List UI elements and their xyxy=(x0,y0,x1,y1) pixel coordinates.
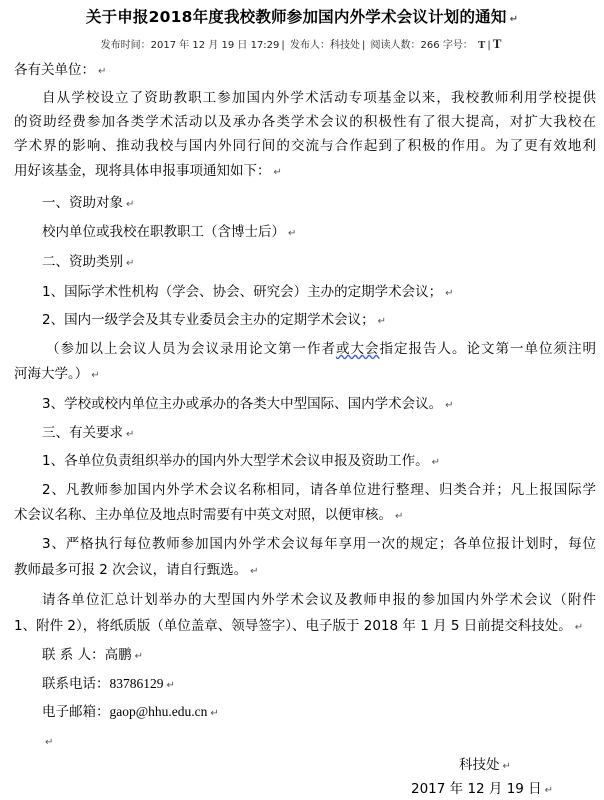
paragraph-mark: ↵ xyxy=(509,14,519,25)
contact-name: 高鹏 xyxy=(104,647,132,663)
contact-person: 联 系 人：高鹏 ↵ xyxy=(42,647,143,663)
section-2-item-2: 2、国内一级学会及其专业委员会主办的定期学术会议； ↵ xyxy=(42,312,386,328)
email-label: 电子邮箱： xyxy=(42,704,110,720)
publisher: 发布人：科技处 xyxy=(289,40,360,51)
intro-line-4: 用好该基金，现将具体申报事项通知如下： ↵ xyxy=(14,163,282,179)
section-3-title: 三、有关要求 ↵ xyxy=(42,425,135,441)
empty-paragraph: ↵ xyxy=(45,737,54,748)
section-2-item-3: 3、学校或校内单位主办或承办的各类大中型国际、国内学术会议。 ↵ xyxy=(42,396,454,412)
salutation: 各有关单位： ↵ xyxy=(14,62,107,78)
contact-label: 联 系 人： xyxy=(42,647,105,663)
section-2-note-line-1: （参加以上会议人员为会议录用论文第一作者或大会指定报告人。论文第一单位须注明 xyxy=(46,341,596,357)
section-3-item-3-line-2: 教师最多可报 2 次会议，请自行甄选。 ↵ xyxy=(14,562,259,578)
contact-email: 电子邮箱：gaop@hhu.edu.cn ↵ xyxy=(42,704,219,720)
signer: 科技处 ↵ xyxy=(459,757,511,773)
section-3-item-3-line-1: 3、严格执行每位教师参加国内外学术会议每年享用一次的规定；各单位报计划时，每位 xyxy=(42,536,596,552)
section-2-note-line-2: 河海大学。） ↵ xyxy=(14,366,100,382)
font-size-large-button[interactable]: T xyxy=(492,36,502,51)
view-count: 阅读人数：266 xyxy=(370,40,440,51)
title-text: 关于申报2018年度我校教师参加国内外学术会议计划的通知 xyxy=(85,8,507,26)
publish-time: 发布时间：2017 年 12 月 19 日 17:29 xyxy=(100,40,280,51)
font-size-small-button[interactable]: T xyxy=(478,39,486,51)
email-address: gaop@hhu.edu.cn xyxy=(109,704,208,719)
section-2-title: 二、资助类别 ↵ xyxy=(42,254,135,270)
section-3-item-2-line-2: 术会议名称、主办单位及地点时需要有中英文对照，以便审核。 ↵ xyxy=(14,507,404,523)
font-size-label: 字号： xyxy=(442,40,473,51)
contact-phone: 联系电话：83786129 ↵ xyxy=(42,676,175,692)
phone-label: 联系电话： xyxy=(42,676,110,692)
intro-line-1: 自从学校设立了资助教职工参加国内外学术活动专项基金以来，我校教师利用学校提供 xyxy=(42,90,596,106)
section-2-item-1: 1、国际学术性机构（学会、协会、研究会）主办的定期学术会议； ↵ xyxy=(42,284,454,300)
intro-line-2: 的资助经费参加各类学术活动以及承办各类学术会议的积极性有了很大提高，对扩大我校在 xyxy=(14,114,596,130)
document-date: 2017 年 12 月 19 日 ↵ xyxy=(411,781,554,797)
submit-line-1: 请各单位汇总计划举办的大型国内外学术会议及教师申报的参加国内外学术会议（附件 xyxy=(42,592,596,608)
meta-bar: 发布时间：2017 年 12 月 19 日 17:29 | 发布人：科技处 | 阅读人数：266 字号： T | T xyxy=(100,36,502,51)
section-1-body: 校内单位或我校在职教职工（含博士后） ↵ xyxy=(42,224,297,240)
section-3-item-2-line-1: 2、凡教师参加国内外学术会议名称相同，请各单位进行整理、归类合并；凡上报国际学 xyxy=(42,482,596,498)
intro-line-3: 学术界的影响、推动我校与国内外同行间的交流与合作起到了积极的作用。为了更有效地利 xyxy=(14,138,596,154)
phone-number: 83786129 xyxy=(109,676,164,691)
section-1-title: 一、资助对象 ↵ xyxy=(42,195,135,211)
submit-line-2: 1、附件 2），将纸质版（单位盖章、领导签字）、电子版于 2018 年 1 月 5 日前提交科技处。 ↵ xyxy=(14,618,584,634)
spellcheck-underline: 或大会 xyxy=(336,341,380,357)
section-3-item-1: 1、各单位负责组织举办的国内外大型学术会议申报及资助工作。 ↵ xyxy=(42,453,440,469)
document-title xyxy=(0,5,604,27)
